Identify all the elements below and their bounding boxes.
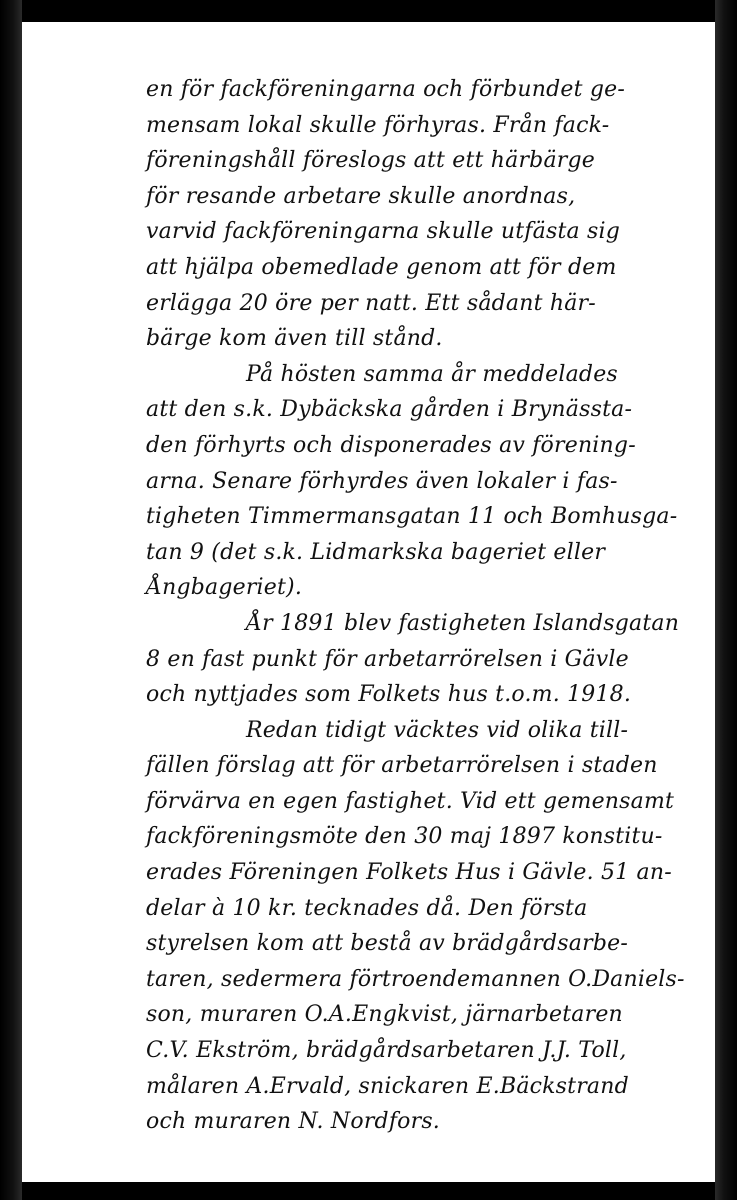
- text-line: och muraren N. Nordfors.: [146, 1109, 441, 1135]
- handwritten-text-block: [146, 72, 706, 1140]
- text-line: för resande arbetare skulle anordnas,: [146, 183, 576, 209]
- text-line: 8 en fast punkt för arbetarrörelsen i Gävle: [146, 646, 629, 672]
- photo-edge-left: [0, 0, 22, 1200]
- text-line: fällen förslag att för arbetarrörelsen i staden: [146, 753, 658, 779]
- text-line: taren, sedermera förtroendemannen O.Daniels-: [146, 966, 685, 992]
- text-line: På hösten samma år meddelades: [246, 361, 618, 387]
- text-line: Ångbageriet).: [146, 575, 303, 601]
- text-line: föreningshåll föreslogs att ett härbärge: [146, 148, 595, 174]
- text-line: den förhyrts och disponerades av förening-: [146, 432, 636, 458]
- text-line: målaren A.Ervald, snickaren E.Bäckstrand: [146, 1073, 629, 1099]
- text-line: förvärva en egen fastighet. Vid ett gemensamt: [146, 788, 675, 814]
- text-line: en för fackföreningarna och förbundet ge-: [146, 77, 626, 102]
- text-line: erades Föreningen Folkets Hus i Gävle. 51 an-: [146, 860, 672, 886]
- text-line: delar à 10 kr. tecknades då. Den första: [146, 895, 588, 921]
- text-line: bärge kom även till stånd.: [146, 326, 443, 352]
- document-page: [22, 22, 715, 1182]
- text-line: och nyttjades som Folkets hus t.o.m. 1918.: [146, 682, 632, 708]
- text-line: fackföreningsmöte den 30 maj 1897 konstitu-: [146, 824, 663, 850]
- photo-edge-right: [715, 0, 737, 1200]
- text-line: C.V. Ekström, brädgårdsarbetaren J.J. Toll,: [146, 1038, 627, 1064]
- text-line: År 1891 blev fastigheten Islandsgatan: [246, 610, 680, 636]
- text-line: styrelsen kom att bestå av brädgårdsarbe-: [146, 931, 628, 957]
- text-line: mensam lokal skulle förhyras. Från fack-: [146, 112, 610, 138]
- text-line: tan 9 (det s.k. Lidmarkska bageriet eller: [146, 539, 606, 565]
- text-line: son, muraren O.A.Engkvist, järnarbetaren: [146, 1002, 623, 1028]
- text-line: varvid fackföreningarna skulle utfästa sig: [146, 219, 620, 245]
- text-line: att den s.k. Dybäckska gården i Brynässta-: [146, 397, 633, 423]
- text-line: Redan tidigt väcktes vid olika till-: [246, 717, 629, 743]
- text-line: arna. Senare förhyrdes även lokaler i fas-: [146, 468, 618, 494]
- text-line: erlägga 20 öre per natt. Ett sådant här-: [146, 290, 596, 316]
- text-line: att hjälpa obemedlade genom att för dem: [146, 254, 617, 280]
- text-line: tigheten Timmermansgatan 11 och Bomhusga-: [146, 504, 678, 530]
